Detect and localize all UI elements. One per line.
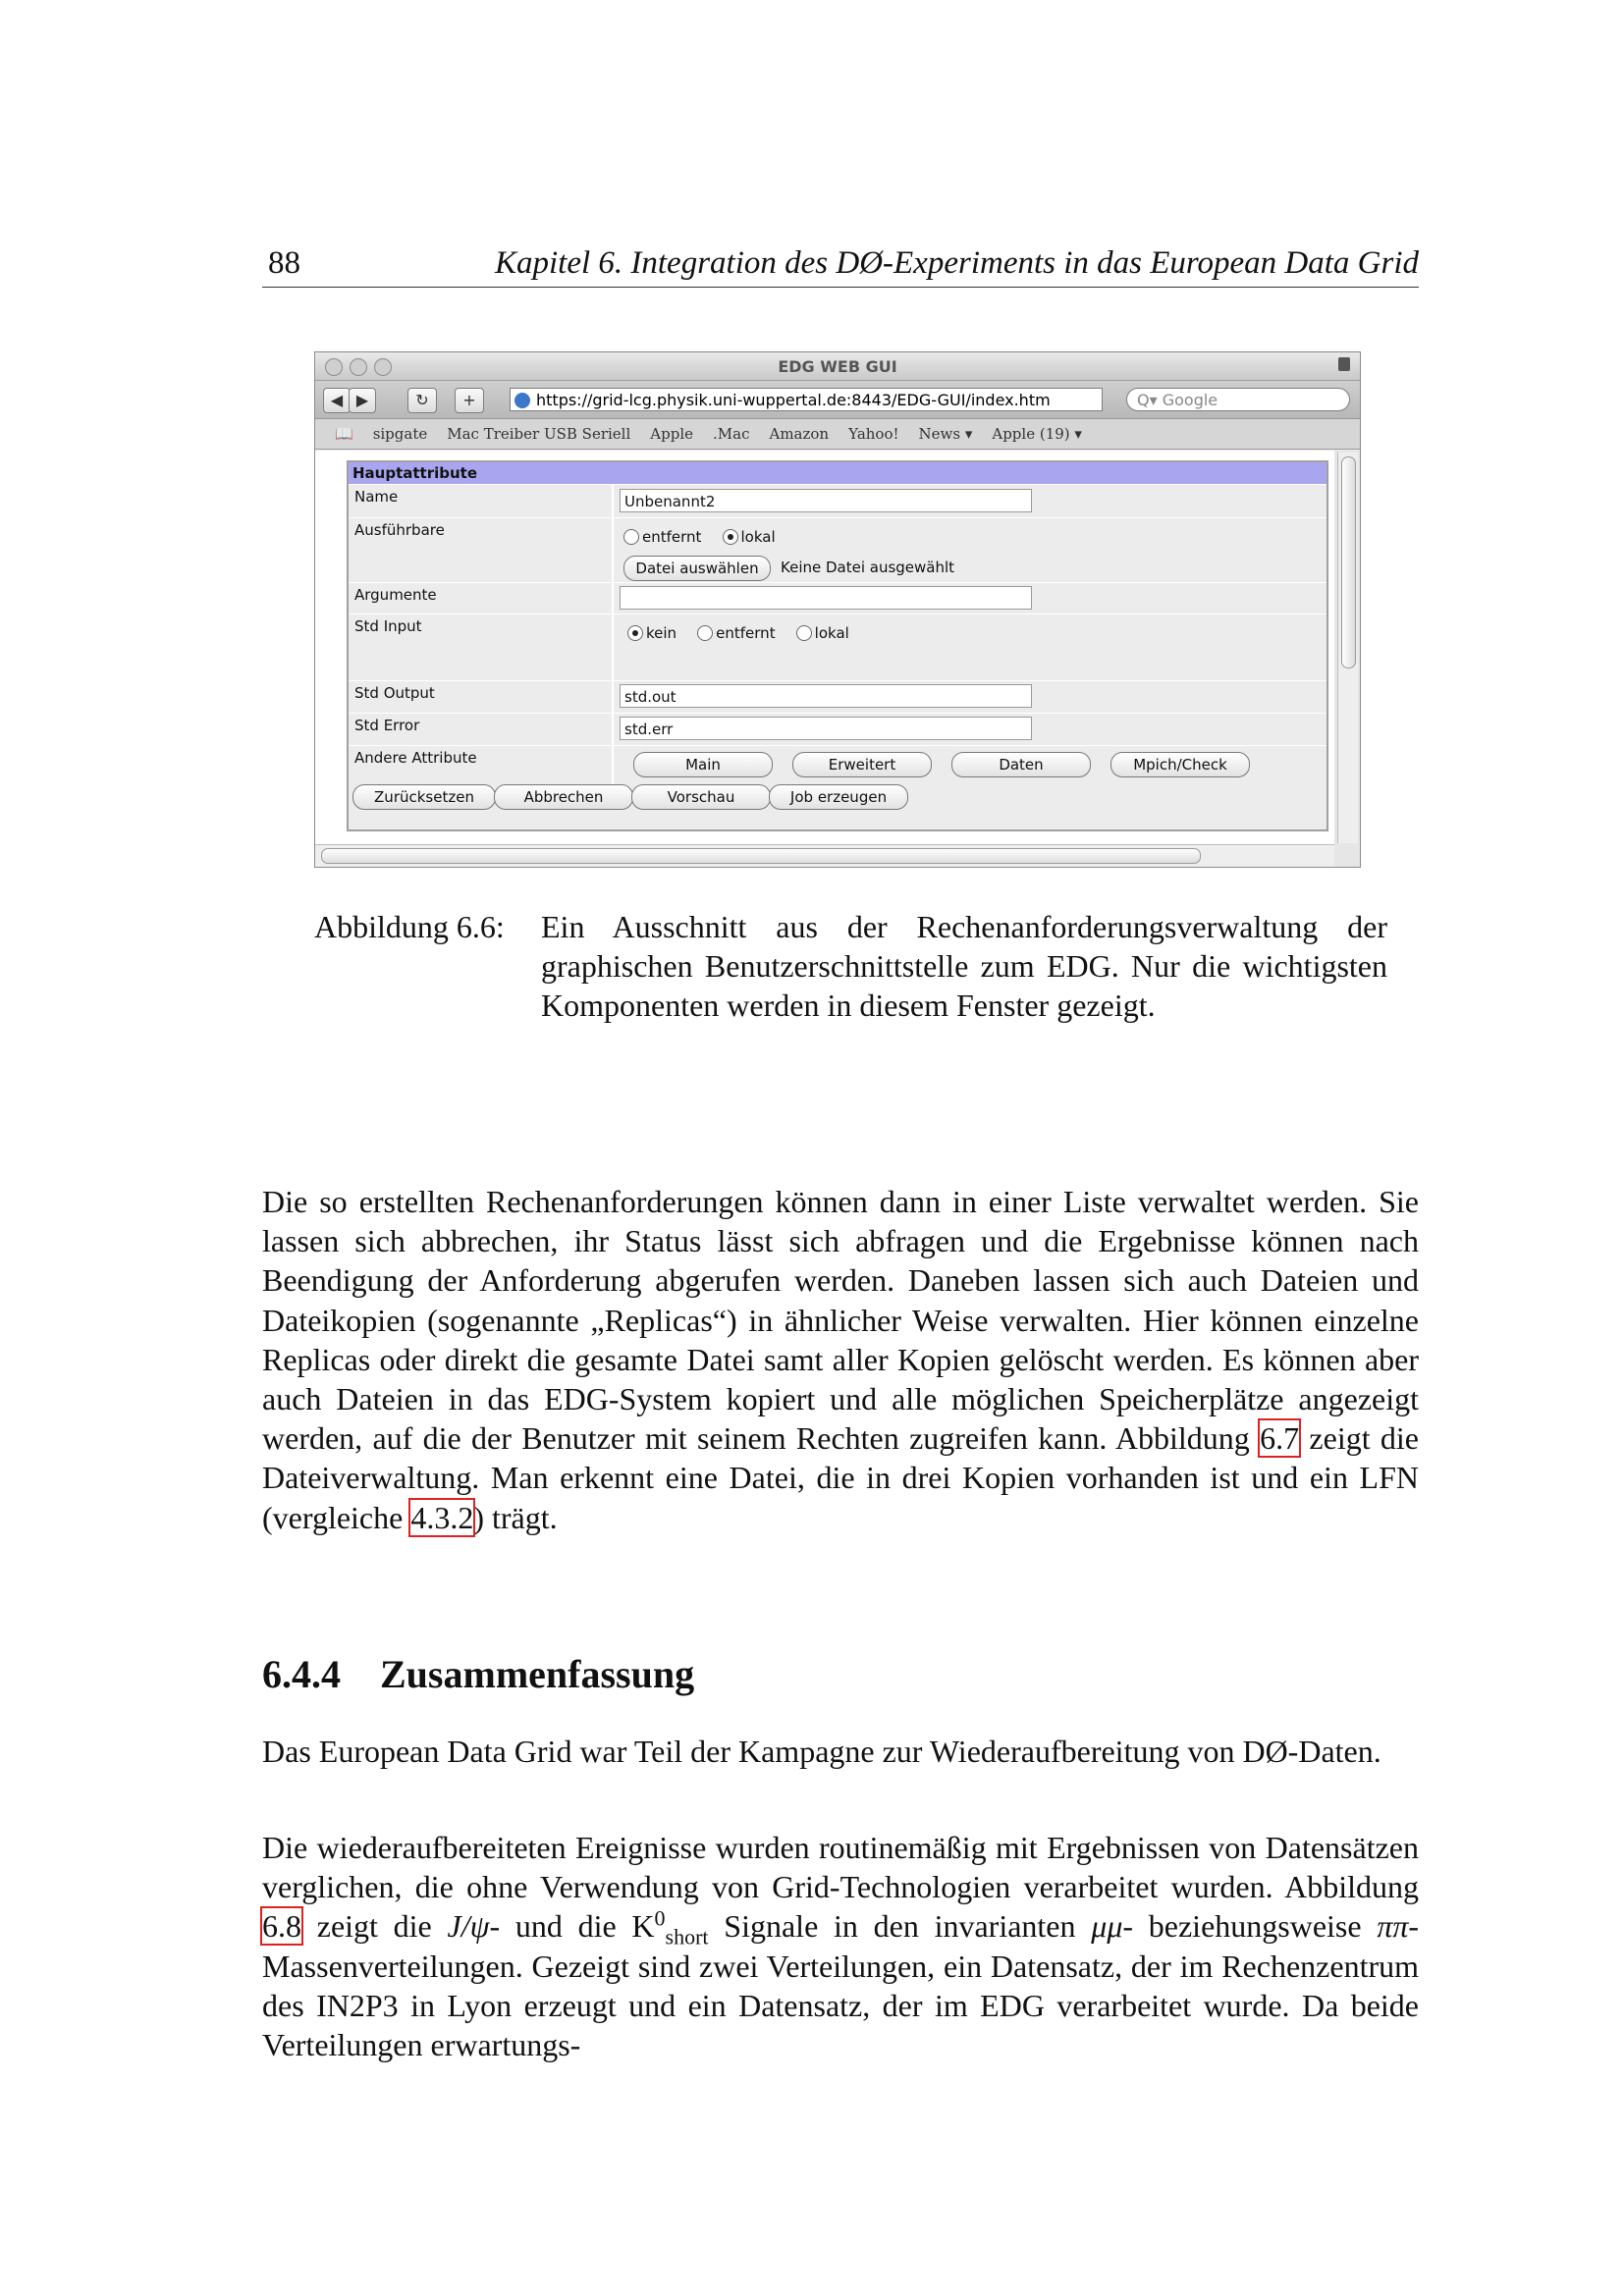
no-file-text: Keine Datei ausgewählt: [781, 559, 955, 576]
choose-file-button[interactable]: Datei auswählen: [623, 556, 771, 581]
bookmark-item[interactable]: Amazon: [769, 425, 830, 443]
bookmarks-bar: [315, 419, 1360, 450]
row-std-output: [349, 680, 1326, 714]
tab-data[interactable]: Daten: [951, 752, 1091, 777]
bookmark-item[interactable]: Yahoo!: [848, 425, 899, 443]
window-title: EDG WEB GUI: [778, 357, 897, 376]
figure-ref-6-8[interactable]: 6.8: [262, 1908, 301, 1945]
name-label: Name: [354, 488, 399, 506]
forward-button[interactable]: ▶: [349, 388, 376, 413]
preview-button[interactable]: Vorschau: [631, 784, 771, 810]
stdin-remote-radio[interactable]: [697, 624, 775, 642]
reload-button[interactable]: ↻: [407, 388, 437, 413]
reset-button[interactable]: Zurücksetzen: [352, 784, 496, 810]
page-number: 88: [268, 245, 300, 281]
stdin-none-radio[interactable]: [627, 624, 677, 642]
bookmark-item[interactable]: Apple: [650, 425, 693, 443]
stdin-none-label: kein: [646, 624, 677, 642]
row-arguments: [349, 582, 1326, 614]
url-text: https://grid-lcg.physik.uni-wuppertal.de:8443/EDG-GUI/index.htm: [536, 391, 1051, 409]
page-header: [262, 241, 1419, 288]
bookmark-item[interactable]: Apple (19) ▾: [992, 425, 1082, 443]
bookmark-item[interactable]: News ▾: [918, 425, 973, 443]
paragraph-file-management: Die so erstellten Rechenanforderungen können dann in einer Liste verwaltet werden. Sie lassen sich abbrechen, ihr Status lässt sich abfragen und die Ergebnisse können nach Beendigung der Anforderung abgerufen werden. Daneben lassen sich auch Dateien und Dateikopien (sogenannte „Replicas“) in ähnlicher Weise verwalten. Hier können einzelne Replicas oder direkt die gesamte Datei samt aller Kopien gelöscht werden. Es können aber auch Dateien in das EDG-System kopiert und alle möglichen Speicherplätze angezeigt werden, auf die der Benutzer mit seinem Rechten zugreifen kann. Abbildung 6.7 zeigt die Dateiverwaltung. Man erkennt eine Datei, die in drei Kopien vorhanden ist und ein LFN (vergleiche 4.3.2) trägt.: [262, 1184, 1420, 1535]
form-heading: Hauptattribute: [349, 462, 1326, 484]
tab-mpich-check[interactable]: Mpich/Check: [1110, 752, 1250, 777]
std-error-label: Std Error: [354, 717, 420, 734]
browser-toolbar: [315, 381, 1360, 419]
paragraph-summary-intro: Das European Data Grid war Teil der Kampagne zur Wiederaufbereitung von DØ-Daten.: [262, 1734, 1381, 1769]
bookmark-item[interactable]: Mac Treiber USB Seriell: [447, 425, 631, 443]
row-actions: [349, 778, 1326, 814]
book-icon[interactable]: 📖: [335, 425, 353, 443]
row-executable: [349, 517, 1326, 583]
bookmark-item[interactable]: sipgate: [372, 425, 428, 443]
stdin-remote-label: entfernt: [716, 624, 776, 642]
exec-local-radio[interactable]: [723, 528, 776, 546]
url-bar[interactable]: [510, 388, 1103, 411]
page-content: [315, 451, 1334, 845]
bookmark-item[interactable]: .Mac: [713, 425, 750, 443]
horizontal-scrollbar[interactable]: [315, 844, 1334, 867]
paragraph-summary-results: Die wiederaufbereiteten Ereignisse wurden routinemäßig mit Ergebnissen von Datensätzen verglichen, die ohne Verwendung von Grid-Technologien verarbeitet wurden. Abbildung 6.8 zeigt die J/ψ- und die $K^0_{short}$ Signale in den invarianten μμ- beziehungsweise ππ-Massenverteilungen. Gezeigt sind zwei Verteilungen, ein Datensatz, der im Rechenzentrum des IN2P3 in Lyon erzeugt und ein Datensatz, der im EDG verarbeitet wurde. Da beide Verteilungen erwartungs-: [262, 1830, 1420, 2063]
cancel-button[interactable]: Abbrechen: [494, 784, 633, 810]
caption-text: Ein Ausschnitt aus der Rechenanforderungsverwaltung der graphischen Benutzerschnittstelle zum EDG. Nur die wichtigsten Komponenten werden in diesem Fenster gezeigt.: [541, 909, 1387, 1023]
name-input[interactable]: Unbenannt2: [620, 489, 1032, 512]
row-other-attributes: [349, 745, 1326, 779]
vertical-scrollbar[interactable]: [1337, 453, 1358, 843]
back-button[interactable]: ◀: [323, 388, 351, 413]
arguments-input[interactable]: [620, 586, 1032, 610]
running-title: Kapitel 6. Integration des DØ-Experiments in das European Data Grid: [494, 245, 1419, 281]
std-output-label: Std Output: [354, 684, 435, 702]
search-input[interactable]: Q▾ Google: [1126, 388, 1350, 411]
std-output-input[interactable]: std.out: [620, 684, 1032, 708]
other-attributes-label: Andere Attribute: [354, 749, 477, 767]
arguments-label: Argumente: [354, 586, 437, 604]
section-heading: [262, 1651, 694, 1697]
stdin-local-radio[interactable]: [796, 624, 849, 642]
tab-advanced[interactable]: Erweitert: [792, 752, 932, 777]
exec-remote-label: entfernt: [642, 528, 702, 546]
section-title: Zusammenfassung: [380, 1652, 695, 1696]
std-input-label: Std Input: [354, 617, 422, 635]
std-error-input[interactable]: std.err: [620, 717, 1032, 740]
exec-remote-radio[interactable]: [623, 528, 701, 546]
section-ref-4-3-2[interactable]: 4.3.2: [410, 1499, 474, 1535]
create-job-button[interactable]: Job erzeugen: [769, 784, 908, 810]
lock-icon: [1338, 357, 1350, 371]
row-name: [349, 484, 1326, 518]
exec-local-label: lokal: [740, 528, 776, 546]
search-placeholder: Google: [1162, 391, 1218, 409]
section-number: 6.4.4: [262, 1652, 341, 1696]
row-std-error: [349, 713, 1326, 746]
figure-ref-6-7[interactable]: 6.7: [1260, 1420, 1300, 1457]
executable-label: Ausführbare: [354, 521, 445, 539]
tab-main[interactable]: Main: [633, 752, 773, 777]
job-form: [347, 460, 1328, 831]
executable-options: [623, 528, 791, 549]
add-bookmark-button[interactable]: +: [455, 388, 484, 413]
browser-screenshot: [314, 351, 1361, 868]
stdin-local-label: lokal: [814, 624, 849, 642]
globe-icon: [514, 393, 530, 408]
window-titlebar: [315, 352, 1360, 381]
std-input-options: [627, 624, 865, 645]
caption-label: Abbildung 6.6:: [314, 909, 505, 944]
row-std-input: [349, 614, 1326, 681]
